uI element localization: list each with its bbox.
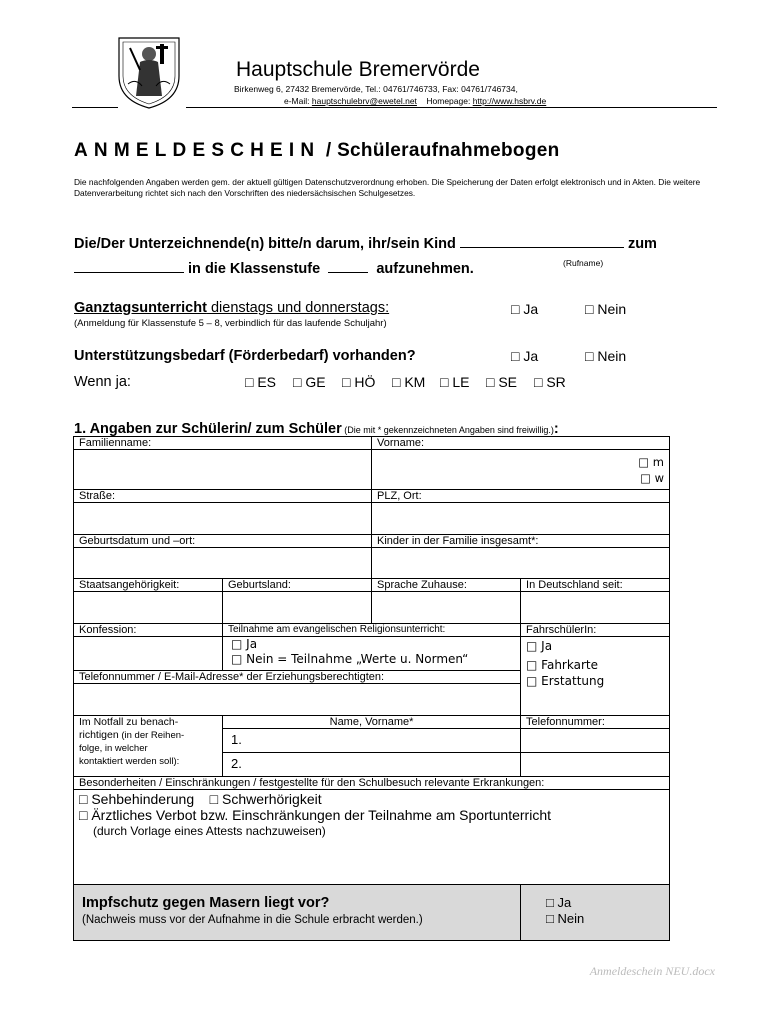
religion-label: Teilnahme am evangelischen Religionsunterricht:	[223, 624, 521, 637]
erstattung-checkbox[interactable]: □ Erstattung	[526, 674, 605, 688]
gender-m-checkbox[interactable]: □ m	[638, 455, 665, 469]
footer-filename: Anmeldeschein NEU.docx	[589, 964, 715, 978]
kinder-input[interactable]	[372, 548, 670, 579]
plz-label: PLZ, Ort:	[372, 490, 670, 503]
contact-1-name[interactable]: 1.	[223, 729, 521, 753]
telefon-input[interactable]	[74, 684, 521, 716]
familienname-label: Familienname:	[74, 437, 372, 450]
fahr-options	[521, 637, 670, 716]
school-crest-logo	[116, 34, 182, 110]
religion-no-checkbox[interactable]: □ Nein = Teilnahme „Werte u. Normen“	[231, 652, 469, 666]
support-ho-checkbox[interactable]: □ HÖ	[342, 374, 376, 390]
contact-2-name[interactable]: 2.	[223, 753, 521, 777]
rufname-field[interactable]	[460, 234, 624, 248]
homepage-label: Homepage:	[426, 96, 471, 106]
ganztag-question: Ganztagsunterricht dienstags und donnerstags:	[74, 300, 390, 316]
contact-1-phone[interactable]	[521, 729, 670, 753]
request-line-2: in die Klassenstufe aufzunehmen.	[74, 259, 474, 277]
ganztag-note: (Anmeldung für Klassenstufe 5 – 8, verbindlich für das laufende Schuljahr)	[74, 318, 387, 329]
email-label: e-Mail:	[284, 96, 310, 106]
geburt-input[interactable]	[74, 548, 372, 579]
masern-question-cell	[74, 885, 521, 941]
request-line-1: Die/Der Unterzeichnende(n) bitte/n darum, ihr/sein Kind zum	[74, 236, 657, 252]
besonder-label: Besonderheiten / Einschränkungen / festgestellte für den Schulbesuch relevante Erkrankungen:	[74, 777, 670, 790]
sprache-label: Sprache Zuhause:	[372, 579, 521, 592]
vorname-input[interactable]	[372, 450, 670, 490]
ganztag-yes-checkbox[interactable]: □ Ja	[511, 301, 539, 317]
sehbehinderung-checkbox[interactable]: □ Sehbehinderung	[79, 791, 195, 807]
fahr-yes-checkbox[interactable]: □ Ja	[526, 639, 553, 653]
support-question: Unterstützungsbedarf (Förderbedarf) vorhanden?	[74, 348, 416, 364]
konfession-label: Konfession:	[74, 624, 223, 637]
masern-no-checkbox[interactable]: □ Nein	[546, 911, 585, 926]
vorname-label: Vorname:	[372, 437, 670, 450]
school-contact	[284, 96, 546, 106]
privacy-intro: Die nachfolgenden Angaben werden gem. der aktuell gültigen Datenschutzverordnung erhoben. Die Speicherung der Daten erfolgt elektronisch und in Akten. Die weitere Datenverarbeitung richtet sich nach den Vorschriften des niedersächsischen Schulgesetzes.	[74, 177, 701, 198]
strasse-input[interactable]	[74, 503, 372, 535]
header-rule-right	[186, 107, 717, 108]
schwerhoerigkeit-checkbox[interactable]: □ Schwerhörigkeit	[209, 791, 322, 807]
support-no-checkbox[interactable]: □ Nein	[585, 348, 627, 364]
besonder-row-1	[79, 791, 664, 807]
fahr-label: FahrschülerIn:	[521, 624, 670, 637]
religion-yes-checkbox[interactable]: □ Ja	[231, 637, 258, 651]
support-se-checkbox[interactable]: □ SE	[486, 374, 518, 390]
familienname-input[interactable]	[74, 450, 372, 490]
support-es-checkbox[interactable]: □ ES	[245, 374, 277, 390]
rufname-caption: (Rufname)	[563, 258, 604, 268]
klassenstufe-field[interactable]	[328, 259, 368, 273]
besonder-input[interactable]	[74, 790, 670, 885]
support-yes-checkbox[interactable]: □ Ja	[511, 348, 539, 364]
ganztag-no-checkbox[interactable]: □ Nein	[585, 301, 627, 317]
contact-2-phone[interactable]	[521, 753, 670, 777]
school-name: Hauptschule Bremervörde	[236, 58, 480, 81]
masern-yes-checkbox[interactable]: □ Ja	[546, 895, 572, 910]
masern-options	[521, 885, 670, 941]
support-if-yes-label: Wenn ja:	[74, 374, 131, 390]
kinder-label: Kinder in der Familie insgesamt*:	[372, 535, 670, 548]
konfession-input[interactable]	[74, 637, 223, 671]
fahrkarte-checkbox[interactable]: □ Fahrkarte	[526, 658, 598, 672]
page-title: ANMELDESCHEIN / Schüleraufnahmebogen	[74, 140, 560, 161]
geburt-label: Geburtsdatum und –ort:	[74, 535, 372, 548]
gender-w-checkbox[interactable]: □ w	[640, 471, 665, 485]
email-link[interactable]: hauptschulebrv@ewetel.net	[311, 96, 417, 106]
support-sr-checkbox[interactable]: □ SR	[534, 374, 566, 390]
support-le-checkbox[interactable]: □ LE	[440, 374, 470, 390]
plz-input[interactable]	[372, 503, 670, 535]
geburtsland-input[interactable]	[223, 592, 372, 624]
staat-input[interactable]	[74, 592, 223, 624]
masern-question: Impfschutz gegen Masern liegt vor?	[82, 895, 330, 911]
geburtsland-label: Geburtsland:	[223, 579, 372, 592]
header-rule-left	[72, 107, 118, 108]
homepage-link[interactable]: http://www.hsbrv.de	[472, 96, 547, 106]
name-vorname-label: Name, Vorname*	[223, 716, 521, 729]
support-ge-checkbox[interactable]: □ GE	[293, 374, 326, 390]
student-data-table	[73, 436, 670, 941]
date-field[interactable]	[74, 259, 184, 273]
masern-note: (Nachweis muss vor der Aufnahme in die Schule erbracht werden.)	[82, 914, 423, 926]
deutschland-input[interactable]	[521, 592, 670, 624]
strasse-label: Straße:	[74, 490, 372, 503]
support-km-checkbox[interactable]: □ KM	[392, 374, 426, 390]
masern-row	[74, 885, 670, 941]
religion-options	[223, 637, 521, 671]
telefonnummer-label: Telefonnummer:	[521, 716, 670, 729]
notfall-label: Im Notfall zu benach- richtigen (in der Reihen- folge, in welcher kontaktiert werden soll):	[74, 716, 223, 777]
sportverbot-checkbox[interactable]: □ Ärztliches Verbot bzw. Einschränkungen der Teilnahme am Sportunterricht	[79, 807, 551, 823]
staat-label: Staatsangehörigkeit:	[74, 579, 223, 592]
school-address: Birkenweg 6, 27432 Bremervörde, Tel.: 04761/746733, Fax: 04761/746734,	[234, 84, 518, 94]
deutschland-label: In Deutschland seit:	[521, 579, 670, 592]
attest-note: (durch Vorlage eines Attests nachzuweisen)	[93, 824, 326, 838]
section-1-heading: 1. Angaben zur Schülerin/ zum Schüler (Die mit * gekennzeichneten Angaben sind freiwillig.):	[74, 421, 559, 437]
telefon-label: Telefonnummer / E-Mail-Adresse* der Erziehungsberechtigten:	[74, 671, 521, 684]
sprache-input[interactable]	[372, 592, 521, 624]
